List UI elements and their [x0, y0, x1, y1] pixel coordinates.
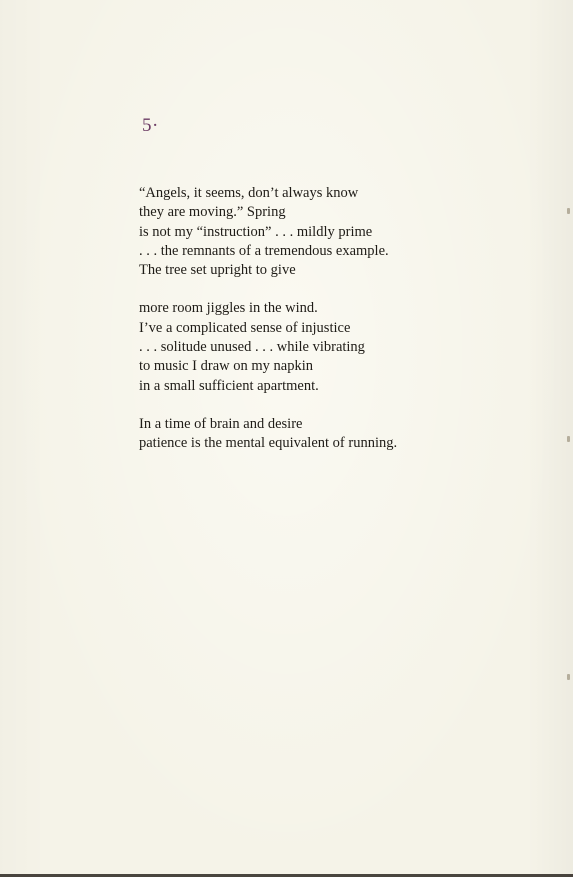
paper-edge-mark: [567, 208, 570, 214]
poem-line: “Angels, it seems, don’t always know: [139, 185, 359, 201]
poem-line: to music I draw on my napkin: [139, 358, 313, 375]
poem-line: I’ve a complicated sense of injustice: [139, 319, 351, 336]
paper-edge-mark: [567, 436, 570, 442]
poem-line: is not my “instruction” . . . mildly prime: [139, 223, 373, 240]
poem-line: The tree set upright to give: [139, 262, 296, 279]
section-number: 5·: [142, 115, 159, 136]
poem-line: patience is the mental equivalent of running.: [139, 435, 398, 452]
poem-line: in a small sufficient apartment.: [139, 377, 319, 394]
poem-line: more room jiggles in the wind.: [139, 300, 318, 317]
stanza-3: [139, 415, 439, 454]
stanza-2: [139, 299, 439, 395]
poem-line: . . . solitude unused . . . while vibrating: [139, 339, 365, 356]
paper-edge-mark: [567, 674, 570, 680]
poem: [139, 184, 439, 454]
poem-line: In a time of brain and desire: [139, 415, 303, 432]
poem-line: . . . the remnants of a tremendous example.: [139, 242, 389, 259]
stanza-1: [139, 184, 439, 280]
poem-line: they are moving.” Spring: [139, 204, 286, 221]
